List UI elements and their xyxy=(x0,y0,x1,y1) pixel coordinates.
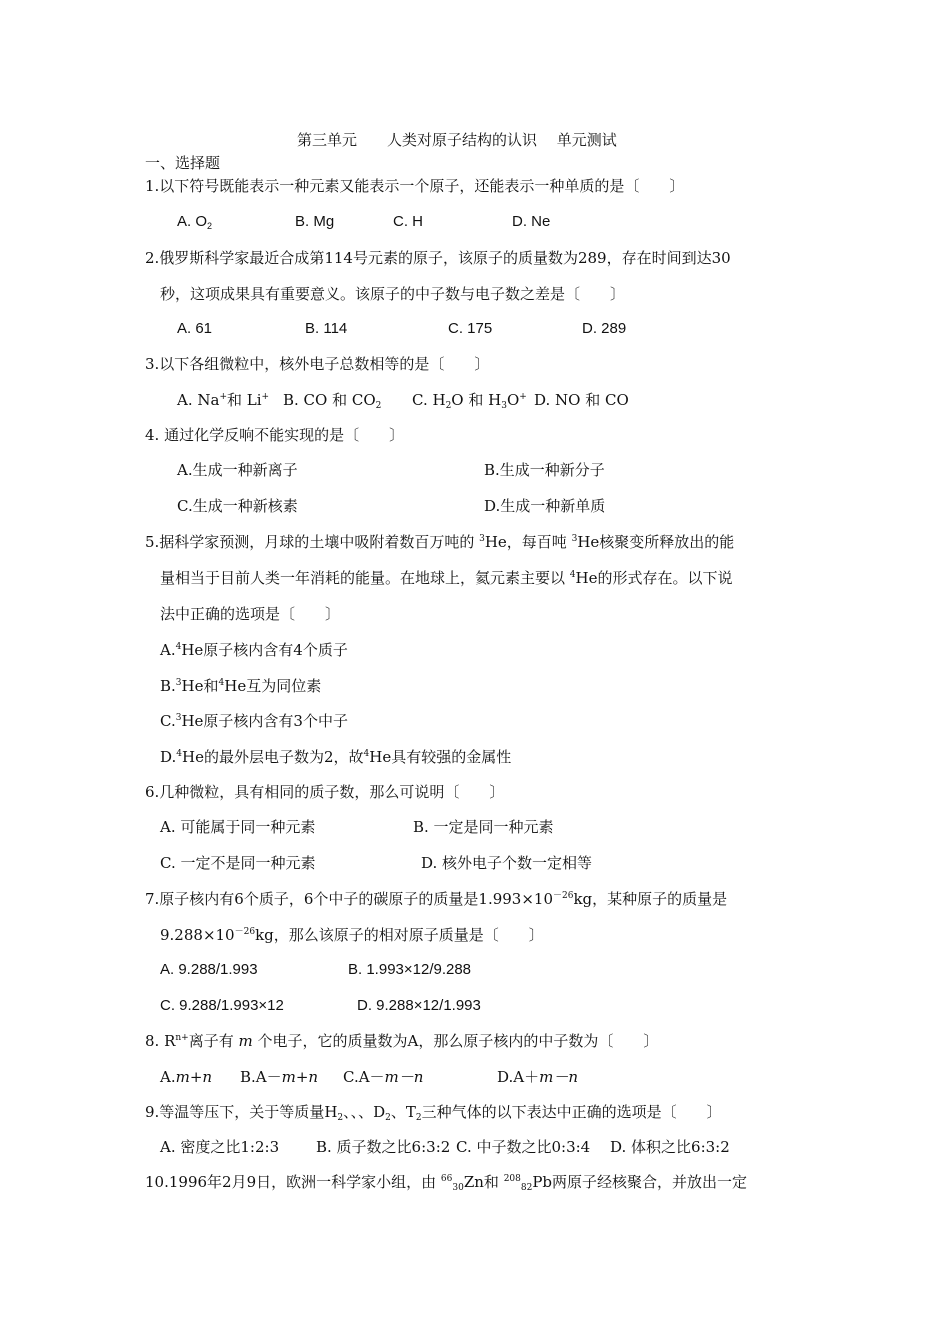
question-5-option-c: C.$^3$He原子核内含有3个中子 xyxy=(160,712,348,730)
question-4-option-c: C.生成一种新核素 xyxy=(177,497,298,515)
question-7-stem-line-2: $9.288\times 10^{-26}kg$，那么该原子的相对原子质量是〔 〕 xyxy=(160,926,544,944)
question-3-stem: 3.以下各组微粒中，核外电子总数相等的是〔 〕 xyxy=(145,355,490,373)
page-title: 第三单元 人类对原子结构的认识 单元测试 xyxy=(297,131,617,149)
question-9-option-b: B. 质子数之比6:3:2 xyxy=(316,1138,451,1156)
question-1-option-a: A. $O_2$ xyxy=(177,213,213,231)
question-7-option-c: C. 9.288/1.993×12 xyxy=(160,997,284,1014)
question-9-option-d: D. 体积之比6:3:2 xyxy=(610,1138,730,1156)
question-5-stem-line-1: 5.据科学家预测，月球的土壤中吸附着数百万吨的 $^3$He，每百吨 $^3$He核聚变所释放出的能 xyxy=(145,533,735,551)
question-2-option-d: D. 289 xyxy=(582,320,627,337)
question-7-option-a: A. 9.288/1.993 xyxy=(160,961,258,978)
question-3-option-b: B. CO 和 $CO_2$ xyxy=(283,391,382,411)
question-6-option-a: A. 可能属于同一种元素 xyxy=(160,818,316,836)
question-1-stem: 1.以下符号既能表示一种元素又能表示一个原子，还能表示一种单质的是〔 〕 xyxy=(145,177,685,195)
question-5-option-a: A.$^4$He原子核内含有4个质子 xyxy=(160,641,348,659)
question-1-option-c: C. H xyxy=(393,213,423,230)
question-6-option-d: D. 核外电子个数一定相等 xyxy=(421,854,593,872)
question-8-stem: 8. $R^{n+}$离子有 m 个电子，它的质量数为A，那么原子核内的中子数为〔 〕 xyxy=(145,1032,659,1050)
question-3-option-c: C. $H_2O$ 和 $H_3O^+$ xyxy=(412,391,527,411)
question-2-stem-line-2: 秒，这项成果具有重要意义。该原子的中子数与电子数之差是〔 〕 xyxy=(160,285,626,303)
question-5-stem-line-2: 量相当于目前人类一年消耗的能量。在地球上，氦元素主要以 $^4$He的形式存在。以下说 xyxy=(160,569,733,587)
question-7-option-d: D. 9.288×12/1.993 xyxy=(357,997,481,1014)
question-2-option-a: A. 61 xyxy=(177,320,213,337)
question-8-option-c: C.A－m－n xyxy=(343,1068,424,1086)
question-4-option-a: A.生成一种新离子 xyxy=(177,461,298,479)
question-2-stem-line-1: 2.俄罗斯科学家最近合成第114号元素的原子，该原子的质量数为289，存在时间到达30 xyxy=(145,249,731,267)
question-7-option-b: B. 1.993×12/9.288 xyxy=(348,961,472,978)
question-4-option-d: D.生成一种新单质 xyxy=(484,497,606,515)
question-3-option-a: A. Na+和 Li+ xyxy=(177,391,270,409)
question-2-option-c: C. 175 xyxy=(448,320,493,337)
question-1-option-d: D. Ne xyxy=(512,213,551,230)
question-7-stem-line-1: 7.原子核内有6个质子，6个中子的碳原子的质量是$1.993\times 10^{-26}kg$，某种原子的质量是 xyxy=(145,890,728,908)
question-5-stem-line-3: 法中正确的选项是〔 〕 xyxy=(160,605,341,623)
question-6-option-c: C. 一定不是同一种元素 xyxy=(160,854,316,872)
question-10-stem-line-1: 10.1996年2月9日，欧洲一科学家小组，由 $^{66}_{30}$Zn和 $^{208}_{82}$Pb两原子经核聚合，并放出一定 xyxy=(145,1173,748,1193)
question-8-option-d: D.A＋m－n xyxy=(497,1068,578,1086)
question-4-stem: 4. 通过化学反响不能实现的是〔 〕 xyxy=(145,426,405,444)
question-1-option-b: B. Mg xyxy=(295,213,335,230)
question-5-option-d: D.$^4$He的最外层电子数为2，故$^4$He具有较强的金属性 xyxy=(160,748,512,766)
question-3-option-d: D. NO 和 CO xyxy=(534,391,629,409)
question-2-option-b: B. 114 xyxy=(305,320,348,337)
question-4-option-b: B.生成一种新分子 xyxy=(484,461,605,479)
question-9-option-a: A. 密度之比1:2:3 xyxy=(160,1138,280,1156)
question-8-option-a: A.m+n xyxy=(160,1068,213,1086)
question-6-option-b: B. 一定是同一种元素 xyxy=(413,818,554,836)
question-8-option-b: B.A－m+n xyxy=(240,1068,319,1086)
question-5-option-b: B.$^3$He和$^4$He互为同位素 xyxy=(160,677,322,695)
question-6-stem: 6.几种微粒，具有相同的质子数，那么可说明〔 〕 xyxy=(145,783,505,801)
question-9-stem: 9.等温等压下，关于等质量$H_2$、、、$D_2$、$T_2$三种气体的以下表达中正确的选项是〔 〕 xyxy=(145,1103,722,1123)
question-9-option-c: C. 中子数之比0:3:4 xyxy=(456,1138,591,1156)
section-heading: 一、选择题 xyxy=(145,154,221,172)
